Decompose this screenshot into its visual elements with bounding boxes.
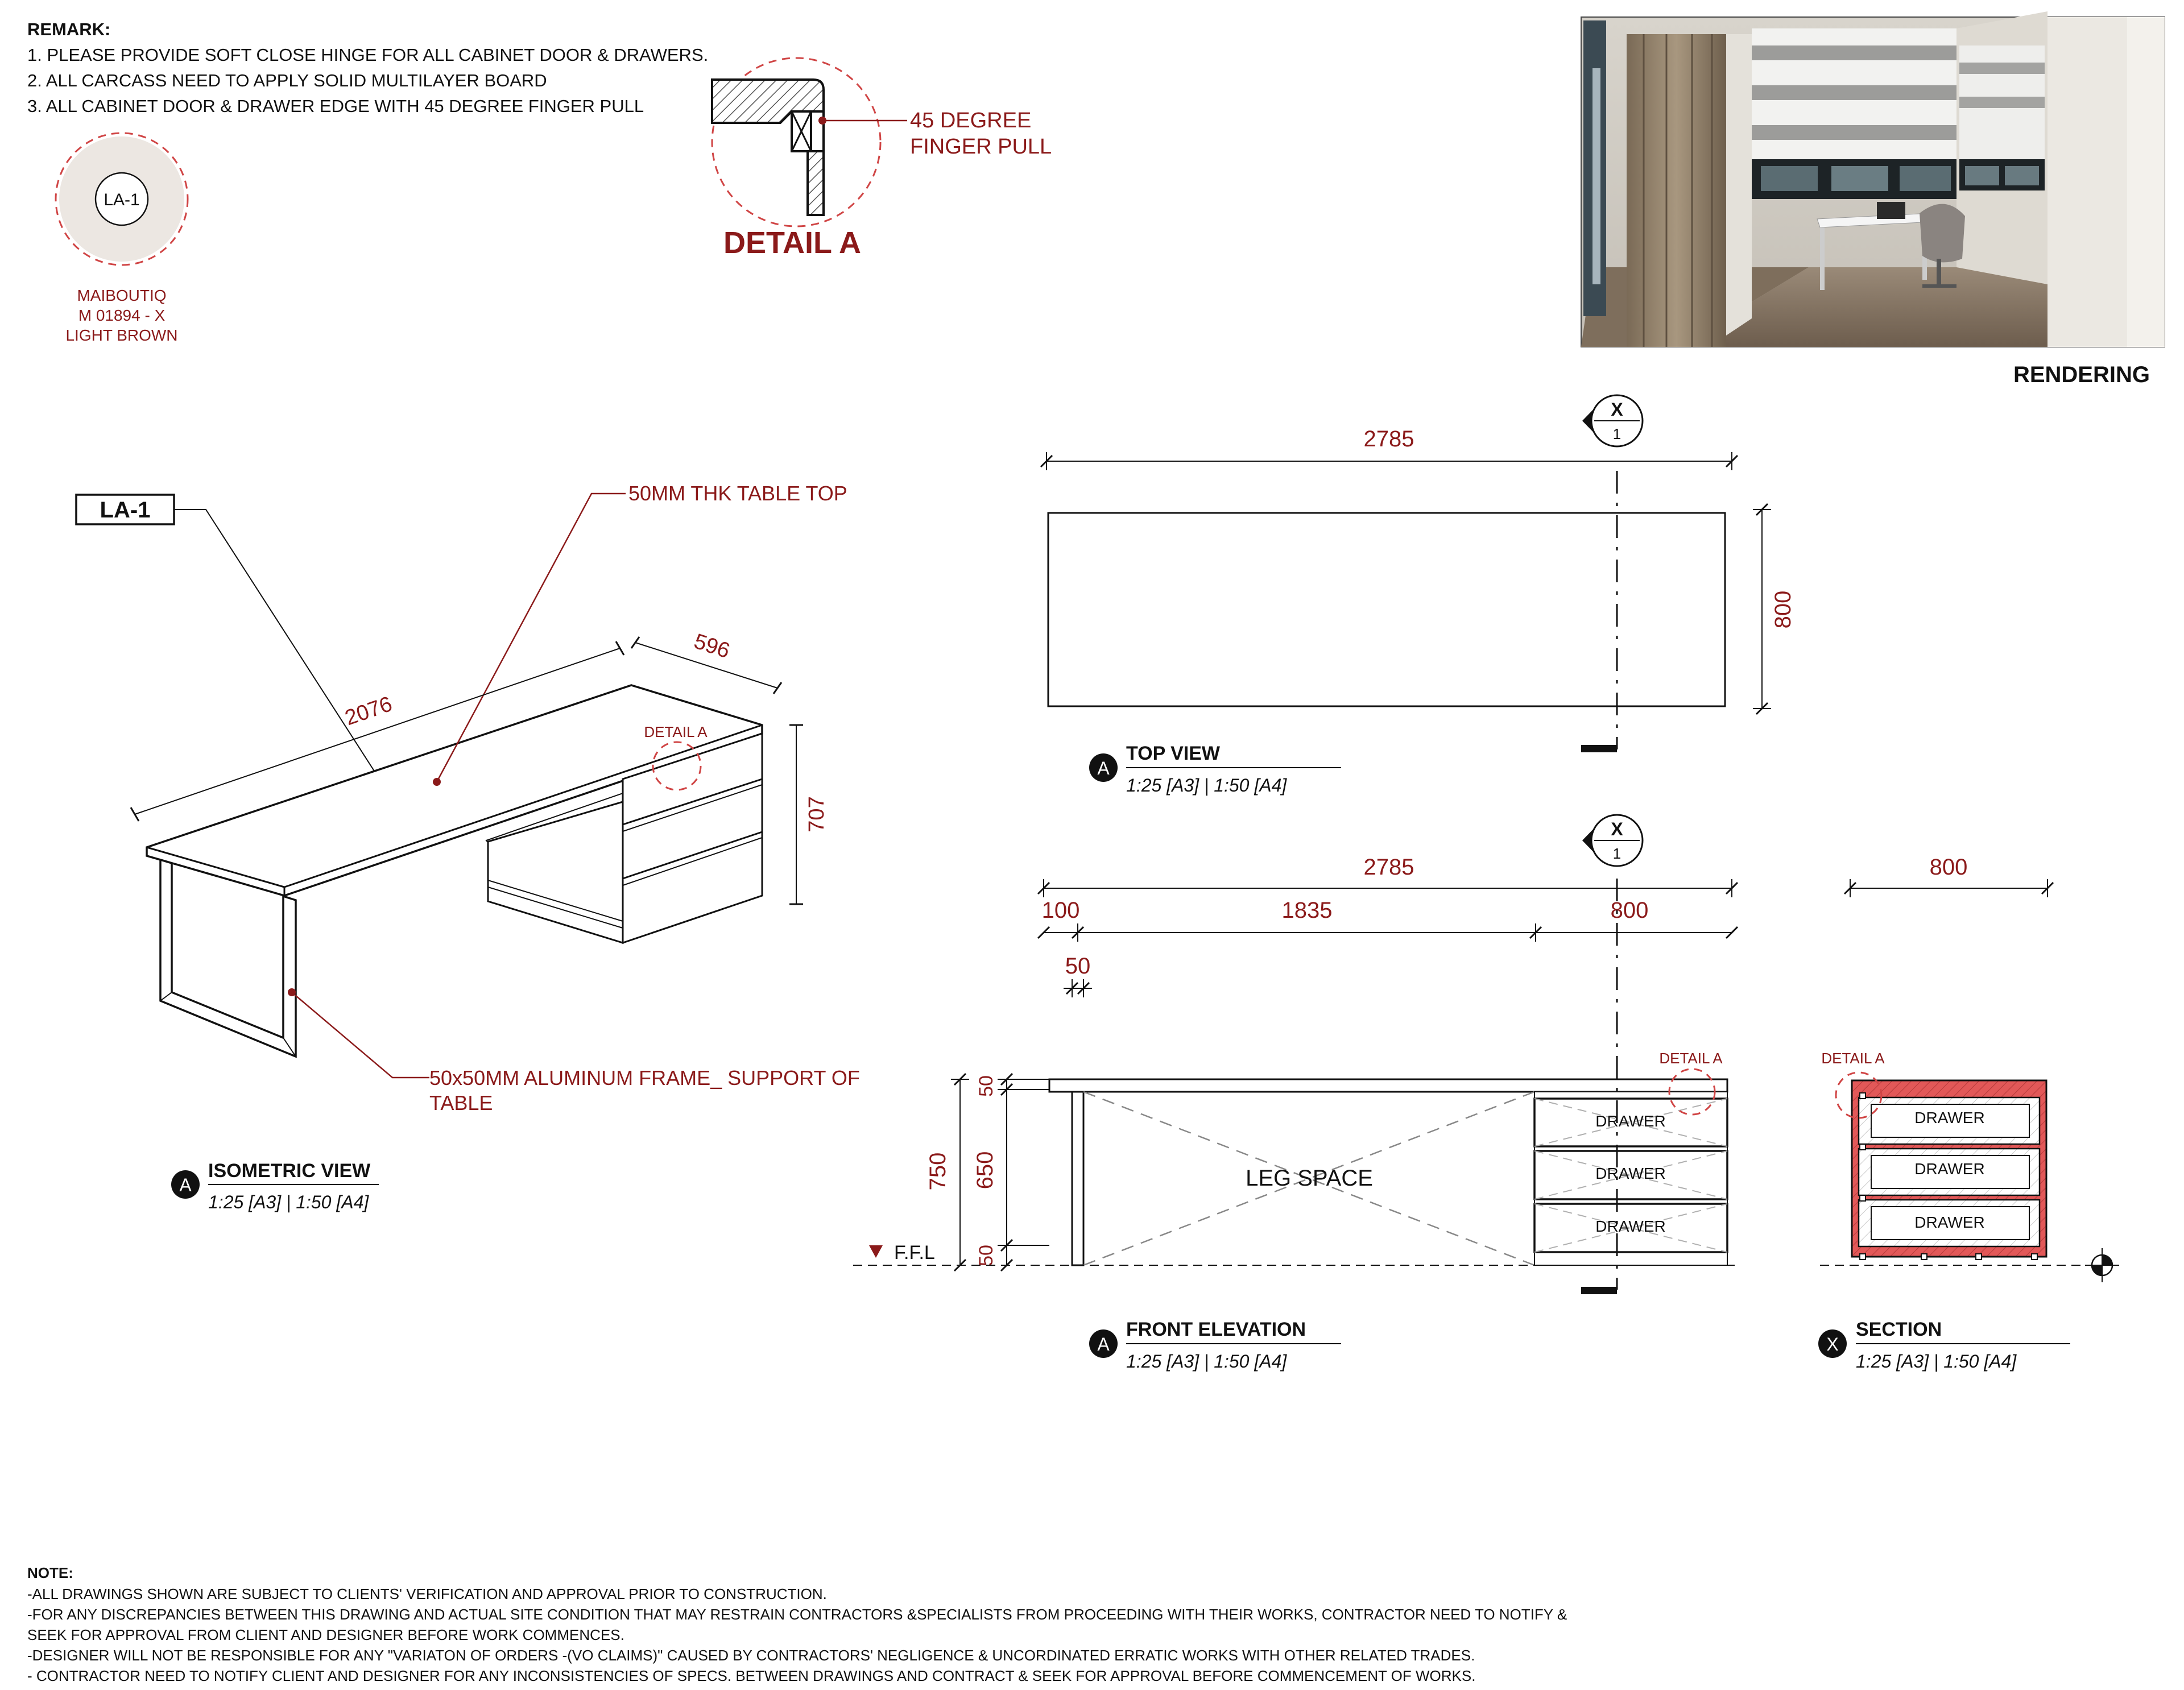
sec-drawer-label: DRAWER bbox=[1914, 1213, 1985, 1231]
notes-title: NOTE: bbox=[27, 1564, 73, 1581]
fe-dim-frame: 50 bbox=[1065, 954, 1091, 979]
detail-a-note-line: FINGER PULL bbox=[910, 135, 1052, 159]
isometric-view bbox=[76, 482, 860, 1212]
iso-detail-a-label: DETAIL A bbox=[644, 723, 708, 740]
fe-drawer-label: DRAWER bbox=[1595, 1165, 1666, 1182]
fe-section-number: 1 bbox=[1612, 845, 1622, 862]
fe-view-marker-text: A bbox=[1097, 1334, 1110, 1355]
iso-tag-leader bbox=[174, 510, 387, 790]
fe-dim-total: 2785 bbox=[1363, 855, 1414, 880]
iso-view-marker-text: A bbox=[179, 1175, 192, 1195]
fe-dim-height-mid: 650 bbox=[973, 1151, 998, 1190]
material-name-line: LIGHT BROWN bbox=[65, 326, 178, 344]
iso-material-tag-text: LA-1 bbox=[100, 498, 151, 523]
note-item: SEEK FOR APPROVAL FROM CLIENT AND DESIGNER BEFORE WORK COMMENCES. bbox=[27, 1626, 624, 1643]
iso-table-top-note: 50MM THK TABLE TOP bbox=[628, 482, 847, 505]
iso-dim-depth: 596 bbox=[691, 629, 733, 664]
fe-view-scale: 1:25 [A3] | 1:50 [A4] bbox=[1126, 1351, 1287, 1372]
fe-dim-leg: 100 bbox=[1041, 898, 1080, 923]
section-view bbox=[1818, 855, 2119, 1372]
iso-frame-note-line: TABLE bbox=[429, 1091, 493, 1115]
swatch-code: LA-1 bbox=[104, 190, 140, 209]
fe-ffl: F.F.L bbox=[894, 1242, 935, 1264]
fe-dim-height-base: 50 bbox=[975, 1245, 997, 1266]
detail-a bbox=[712, 58, 1052, 260]
note-item: - CONTRACTOR NEED TO NOTIFY CLIENT AND DESIGNER FOR ANY INCONSISTENCIES OF SPECS. BETWEEN DRAWINGS AND CONTRACT & SEEK FOR APPROVAL BEFORE COMMENCEMENT OF WORKS. bbox=[27, 1667, 1476, 1684]
sec-view-scale: 1:25 [A3] | 1:50 [A4] bbox=[1856, 1351, 2017, 1372]
note-item: -FOR ANY DISCREPANCIES BETWEEN THIS DRAWING AND ACTUAL SITE CONDITION THAT MAY RESTRAIN CONTRACTORS &SPECIALISTS FROM PROCEEDING WITH THEIR WORKS, CONTRACTOR NEED TO NOTIFY & bbox=[27, 1606, 1567, 1623]
rendering-image bbox=[1581, 11, 2165, 347]
iso-view-title: ISOMETRIC VIEW bbox=[208, 1160, 371, 1182]
fe-dim-height-top: 50 bbox=[975, 1075, 997, 1097]
top-dim-length: 2785 bbox=[1363, 426, 1414, 452]
fe-detail-a-label: DETAIL A bbox=[1659, 1050, 1723, 1067]
fe-leg bbox=[1072, 1092, 1083, 1265]
iso-frame-note-line: 50x50MM ALUMINUM FRAME_ SUPPORT OF bbox=[429, 1066, 860, 1090]
front-elevation bbox=[853, 815, 1740, 1372]
detail-a-title: DETAIL A bbox=[723, 226, 861, 260]
material-name-line: M 01894 - X bbox=[78, 306, 166, 324]
remarks-block bbox=[27, 19, 708, 116]
sec-drawer-label: DRAWER bbox=[1914, 1160, 1985, 1178]
fe-dim-height-total: 750 bbox=[925, 1152, 950, 1191]
notes-block bbox=[27, 1564, 1567, 1684]
iso-dim-length: 2076 bbox=[342, 692, 395, 731]
sec-detail-a-label: DETAIL A bbox=[1821, 1050, 1885, 1067]
rendering-label: RENDERING bbox=[2013, 362, 2150, 387]
fe-drawer-label: DRAWER bbox=[1595, 1112, 1666, 1130]
fe-section-letter: X bbox=[1611, 819, 1623, 839]
iso-frame-leader bbox=[292, 992, 429, 1078]
top-section-number: 1 bbox=[1612, 425, 1622, 442]
sec-view-marker-text: X bbox=[1826, 1334, 1839, 1355]
detail-a-note-line: 45 DEGREE bbox=[910, 109, 1032, 132]
sec-drawer-label: DRAWER bbox=[1914, 1109, 1985, 1126]
remark-item: 3. ALL CABINET DOOR & DRAWER EDGE WITH 45 DEGREE FINGER PULL bbox=[27, 96, 644, 116]
top-dim-depth: 800 bbox=[1771, 590, 1796, 629]
note-item: -ALL DRAWINGS SHOWN ARE SUBJECT TO CLIENTS' VERIFICATION AND APPROVAL PRIOR TO CONSTRUCTION. bbox=[27, 1585, 827, 1602]
fe-table-top bbox=[1049, 1079, 1727, 1092]
remarks-title: REMARK: bbox=[27, 19, 111, 39]
detail-a-panel bbox=[808, 151, 824, 215]
top-section-letter: X bbox=[1611, 399, 1623, 420]
top-view bbox=[1041, 395, 1796, 796]
fe-leg-space: LEG SPACE bbox=[1246, 1166, 1373, 1191]
material-swatch bbox=[56, 133, 188, 344]
fe-dim-cabinet: 800 bbox=[1610, 898, 1649, 923]
sec-view-title: SECTION bbox=[1856, 1319, 1942, 1340]
top-view-marker-text: A bbox=[1097, 758, 1110, 778]
remark-item: 1. PLEASE PROVIDE SOFT CLOSE HINGE FOR ALL CABINET DOOR & DRAWERS. bbox=[27, 45, 709, 65]
top-view-title: TOP VIEW bbox=[1126, 743, 1221, 764]
note-item: -DESIGNER WILL NOT BE RESPONSIBLE FOR ANY "VARIATON OF ORDERS -(VO CLAIMS)" CAUSED BY CONTRACTORS' NEGLIGENCE & UNCORDINATED ERRATIC WORKS WITH OTHER RELATED TRADES. bbox=[27, 1647, 1475, 1664]
fe-dim-span: 1835 bbox=[1281, 898, 1333, 923]
fe-drawer-label: DRAWER bbox=[1595, 1217, 1666, 1235]
top-view-scale: 1:25 [A3] | 1:50 [A4] bbox=[1126, 775, 1287, 796]
top-view-outline bbox=[1048, 513, 1725, 706]
remark-item: 2. ALL CARCASS NEED TO APPLY SOLID MULTILAYER BOARD bbox=[27, 71, 547, 90]
iso-view-scale: 1:25 [A3] | 1:50 [A4] bbox=[208, 1192, 369, 1212]
iso-dim-height: 707 bbox=[805, 796, 829, 832]
material-name-line: MAIBOUTIQ bbox=[77, 287, 167, 304]
fe-view-title: FRONT ELEVATION bbox=[1126, 1319, 1306, 1340]
sec-dim-width: 800 bbox=[1929, 855, 1968, 880]
